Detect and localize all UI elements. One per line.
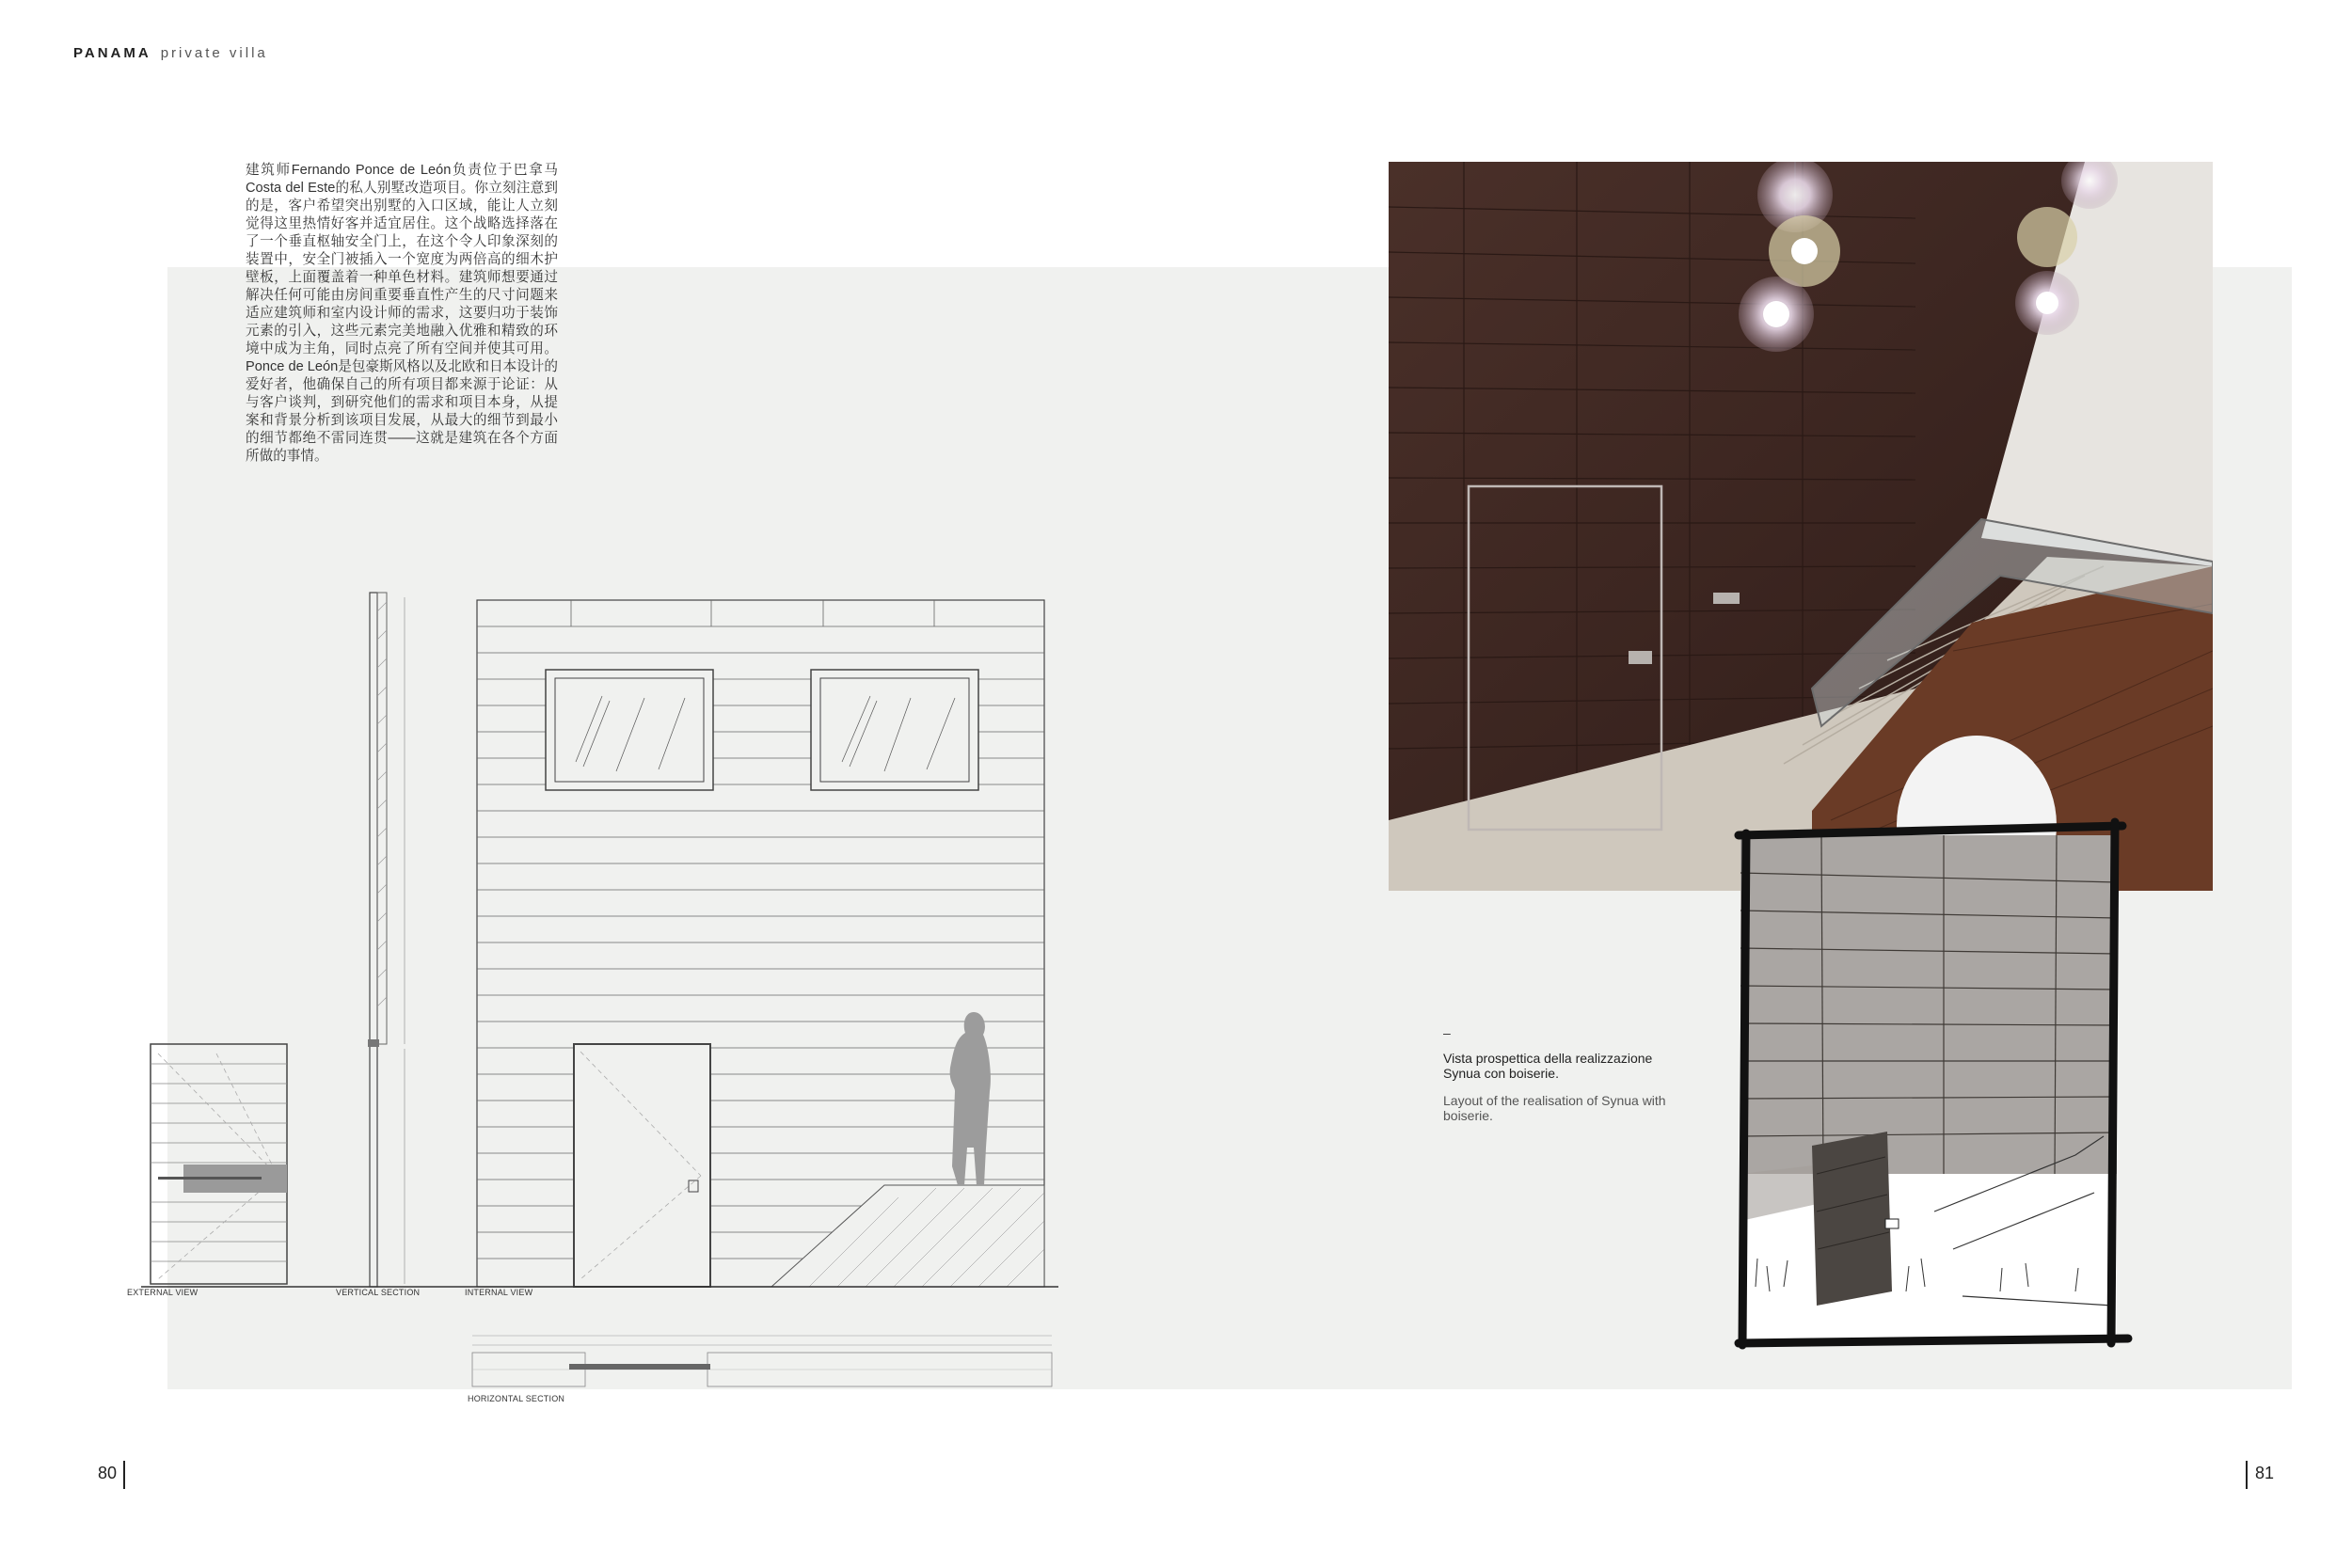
caption-italian: Vista prospettica della realizzazione Synua con boiserie.	[1443, 1051, 1653, 1081]
horizontal-section-drawing	[472, 1336, 1052, 1386]
label-horizontal-section: HORIZONTAL SECTION	[468, 1394, 565, 1403]
header-title: PANAMA	[73, 45, 151, 61]
vertical-section-drawing	[368, 593, 405, 1287]
page-number-left: 80	[98, 1464, 118, 1482]
page-number-right: 81	[2255, 1464, 2275, 1482]
running-header	[73, 45, 268, 61]
label-internal-view: INTERNAL VIEW	[465, 1288, 533, 1297]
intro-paragraph: 建筑师Fernando Ponce de León负责位于巴拿马Costa del Este的私人别墅改造项目。你立刻注意到的是，客户希望突出别墅的入口区域，能让人立刻觉得这里热情好客并适宜居住。这个战略选择落在了一个垂直枢轴安全门上，在这个令人印象深刻的装置中，安全门被插入一个宽度为两倍高的细木护壁板，上面覆盖着一种单色材料。建筑师想要通过解决任何可能由房间重要垂直性产生的尺寸问题来适应建筑师和室内设计师的需求，这要归功于装饰元素的引入，这些元素完美地融入优雅和精致的环境中成为主角，同时点亮了所有空间并使其可用。Ponce de León是包豪斯风格以及北欧和日本设计的爱好者，他确保自己的所有项目都来源于论证：从与客户谈判，到研究他们的需求和项目本身，从提案和背景分析到该项目发展，从最大的细节到最小的细节都绝不雷同连贯——这就是建筑在各个方面所做的事情。	[246, 163, 558, 464]
header-subtitle: private villa	[160, 45, 268, 61]
caption-dash: –	[1443, 1025, 1451, 1040]
sketch-illustration	[1718, 816, 2137, 1352]
page-number-left-rule	[123, 1461, 125, 1489]
caption-english: Layout of the realisation of Synua with boiserie.	[1443, 1093, 1666, 1123]
technical-drawings	[113, 583, 1082, 1411]
page-number-right-rule	[2246, 1461, 2248, 1489]
external-view-drawing	[151, 1044, 287, 1284]
label-vertical-section: VERTICAL SECTION	[336, 1288, 421, 1297]
label-external-view: EXTERNAL VIEW	[127, 1288, 199, 1297]
internal-view-drawing	[477, 600, 1044, 1287]
interior-photo	[1389, 162, 2213, 891]
